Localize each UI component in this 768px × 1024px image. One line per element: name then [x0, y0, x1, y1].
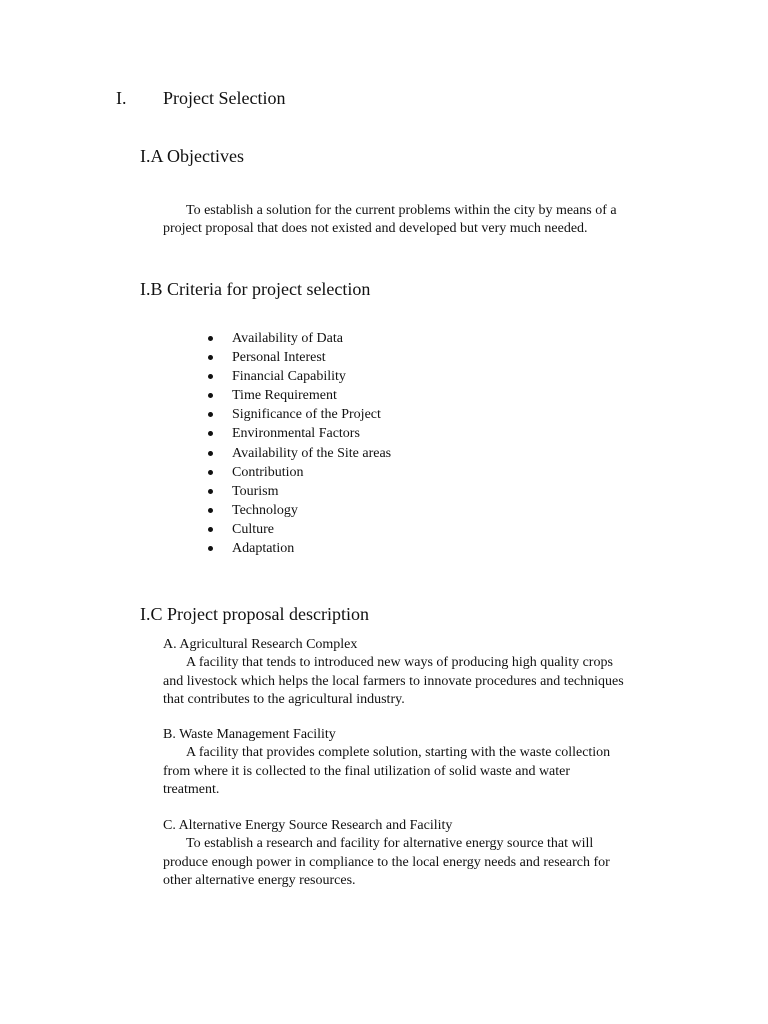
proposal-a-title: A. Agricultural Research Complex	[163, 637, 358, 652]
criteria-item-label: Availability of the Site areas	[232, 445, 392, 461]
list-item	[208, 520, 391, 539]
objectives-line-1: To establish a solution for the current problems within the city by means of a	[186, 203, 617, 218]
criteria-item-label: Contribution	[232, 464, 304, 480]
bullet-icon	[208, 489, 213, 494]
list-item	[208, 444, 391, 463]
bullet-icon	[208, 336, 213, 341]
proposal-c-line-2: produce enough power in compliance to the local energy needs and research for	[163, 854, 610, 870]
section-number: I.	[116, 88, 127, 108]
bullet-icon	[208, 451, 213, 456]
list-item	[208, 405, 391, 424]
criteria-item-label: Adaptation	[232, 541, 295, 557]
list-item	[208, 501, 391, 520]
bullet-icon	[208, 508, 213, 513]
list-item	[208, 329, 391, 348]
criteria-item-label: Personal Interest	[232, 350, 326, 366]
list-item	[208, 386, 391, 405]
criteria-item-label: Significance of the Project	[232, 407, 381, 423]
section-title: Project Selection	[163, 88, 286, 108]
bullet-icon	[208, 470, 213, 475]
proposal-c-line-3: other alternative energy resources.	[163, 872, 356, 888]
criteria-list	[208, 329, 391, 558]
proposal-b-line-1: A facility that provides complete solution, starting with the waste collection	[186, 745, 611, 761]
criteria-heading: I.B Criteria for project selection	[140, 279, 371, 299]
objectives-line-2: project proposal that does not existed and developed but very much needed.	[163, 221, 588, 237]
objectives-paragraph	[163, 202, 617, 239]
bullet-icon	[208, 374, 213, 379]
criteria-item-label: Financial Capability	[232, 369, 346, 385]
criteria-item-label: Technology	[232, 502, 298, 518]
criteria-item-label: Environmental Factors	[232, 426, 360, 442]
proposal-b-line-2: from where it is collected to the final utilization of solid waste and water	[163, 763, 571, 779]
proposal-c	[163, 817, 610, 890]
proposal-a-line-1: A facility that tends to introduced new ways of producing high quality crops	[186, 655, 613, 671]
bullet-icon	[208, 412, 213, 417]
description-heading: I.C Project proposal description	[140, 604, 369, 624]
list-item	[208, 463, 391, 482]
bullet-icon	[208, 546, 213, 551]
bullet-icon	[208, 527, 213, 532]
proposal-a-line-2: and livestock which helps the local farmers to innovate procedures and techniques	[163, 673, 624, 689]
bullet-icon	[208, 393, 213, 398]
list-item	[208, 424, 391, 443]
proposal-a-line-3: that contributes to the agricultural industry.	[163, 691, 405, 707]
proposal-b-title: B. Waste Management Facility	[163, 727, 336, 742]
list-item	[208, 348, 391, 367]
bullet-icon	[208, 431, 213, 436]
objectives-heading: I.A Objectives	[140, 146, 244, 166]
list-item	[208, 367, 391, 386]
proposal-a	[163, 636, 624, 709]
proposal-b-line-3: treatment.	[163, 781, 220, 797]
list-item	[208, 482, 391, 501]
criteria-item-label: Availability of Data	[232, 331, 343, 346]
proposal-b	[163, 726, 610, 799]
bullet-icon	[208, 355, 213, 360]
proposal-c-line-1: To establish a research and facility for alternative energy source that will	[186, 836, 594, 852]
list-item	[208, 539, 391, 558]
criteria-item-label: Time Requirement	[232, 388, 337, 404]
criteria-item-label: Culture	[232, 521, 274, 537]
proposal-c-title: C. Alternative Energy Source Research and Facility	[163, 818, 453, 833]
criteria-item-label: Tourism	[232, 483, 279, 499]
